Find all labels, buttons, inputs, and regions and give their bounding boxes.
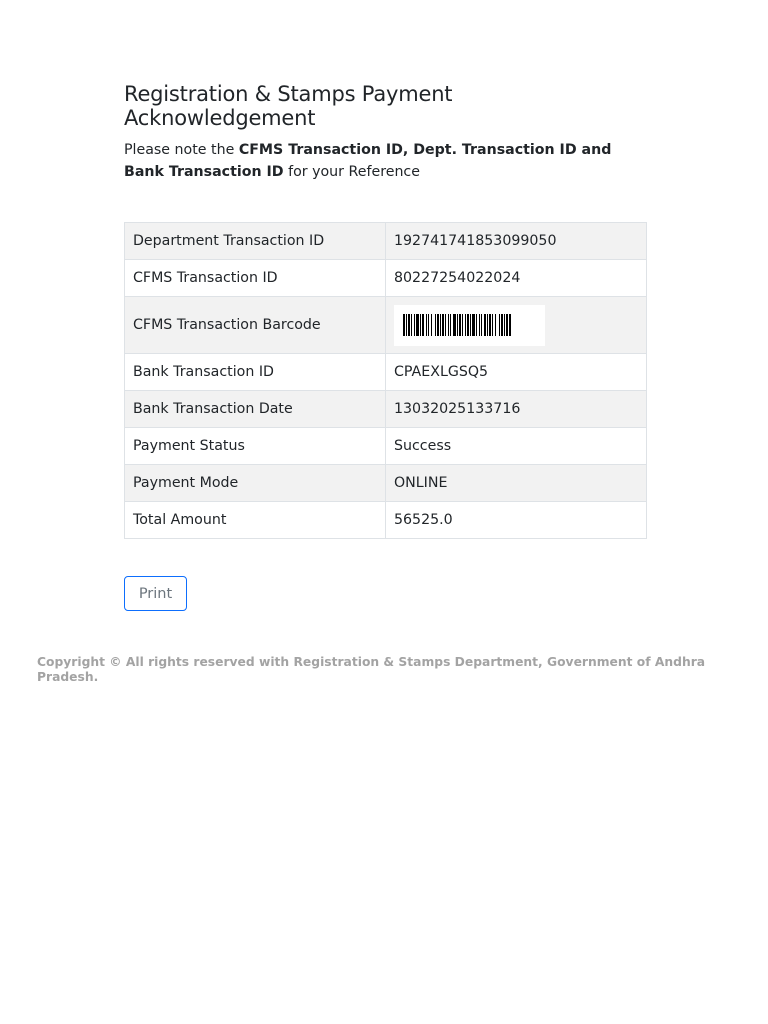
barcode-bar — [467, 314, 469, 336]
reference-note — [124, 139, 647, 183]
barcode-bar — [487, 314, 488, 336]
acknowledgement-content — [124, 82, 647, 611]
note-bold-ids: CFMS Transaction ID, Dept. Transaction ID and — [238, 142, 612, 158]
table-row — [125, 354, 647, 391]
copyright-footer: Copyright © All rights reserved with Registration & Stamps Department, Government of Andhra Pradesh. — [37, 655, 706, 684]
barcode-bar — [435, 314, 436, 336]
barcode-image — [394, 305, 545, 346]
barcode-bar — [481, 314, 482, 336]
barcode-bar — [509, 314, 511, 336]
barcode-bar — [504, 314, 505, 336]
barcode-bar — [476, 314, 477, 336]
barcode-bar — [492, 314, 493, 336]
barcode-bar — [428, 314, 429, 336]
note-prefix: Please note the — [124, 142, 239, 158]
barcode-bar — [422, 314, 424, 336]
barcode-bar — [501, 314, 503, 336]
barcode-graphic — [403, 314, 535, 336]
barcode-bar — [437, 314, 439, 336]
row-label: CFMS Transaction ID — [125, 260, 386, 297]
note-suffix: for your Reference — [283, 164, 420, 180]
bank-transaction-date-value: 13032025133716 — [386, 391, 647, 428]
barcode-bar — [440, 314, 441, 336]
barcode-bar — [408, 314, 410, 336]
payment-status-value: Success — [386, 428, 647, 465]
page-title-line2: Acknowledgement — [124, 106, 316, 130]
barcode-cell — [386, 297, 647, 354]
table-row — [125, 502, 647, 539]
barcode-bar — [499, 314, 500, 336]
table-row — [125, 260, 647, 297]
bank-transaction-id-value: CPAEXLGSQ5 — [386, 354, 647, 391]
table-row — [125, 391, 647, 428]
barcode-bar — [403, 314, 405, 336]
barcode-bar — [450, 314, 451, 336]
barcode-bar — [420, 314, 421, 336]
barcode-bar — [453, 314, 456, 336]
table-row — [125, 465, 647, 502]
print-button[interactable]: Print — [124, 576, 187, 611]
barcode-bar — [465, 314, 466, 336]
row-label: Payment Mode — [125, 465, 386, 502]
row-label: Department Transaction ID — [125, 223, 386, 260]
barcode-bar — [445, 314, 446, 336]
barcode-bar — [470, 314, 471, 336]
table-row — [125, 223, 647, 260]
barcode-bar — [442, 314, 444, 336]
page-title-line1: Registration & Stamps Payment — [124, 82, 453, 106]
row-label: Bank Transaction Date — [125, 391, 386, 428]
row-label: Bank Transaction ID — [125, 354, 386, 391]
page-title — [124, 82, 647, 130]
dept-transaction-id-value: 192741741853099050 — [386, 223, 647, 260]
row-label: Payment Status — [125, 428, 386, 465]
barcode-bar — [448, 314, 449, 336]
row-label: CFMS Transaction Barcode — [125, 297, 386, 354]
barcode-bar — [414, 314, 415, 336]
note-bold-bank-id: Bank Transaction ID — [124, 164, 284, 180]
transaction-table — [124, 222, 647, 539]
barcode-bar — [426, 314, 427, 336]
barcode-bar — [484, 314, 486, 336]
barcode-bar — [459, 314, 461, 336]
barcode-bar — [462, 314, 463, 336]
total-amount-value: 56525.0 — [386, 502, 647, 539]
barcode-bar — [495, 314, 496, 336]
barcode-bar — [431, 314, 432, 336]
barcode-bar — [479, 314, 480, 336]
table-row — [125, 428, 647, 465]
barcode-bar — [472, 314, 475, 336]
barcode-bar — [506, 314, 508, 336]
barcode-bar — [489, 314, 491, 336]
barcode-bar — [411, 314, 412, 336]
barcode-bar — [406, 314, 407, 336]
table-row — [125, 297, 647, 354]
cfms-transaction-id-value: 80227254022024 — [386, 260, 647, 297]
barcode-bar — [416, 314, 419, 336]
payment-mode-value: ONLINE — [386, 465, 647, 502]
row-label: Total Amount — [125, 502, 386, 539]
barcode-bar — [457, 314, 458, 336]
